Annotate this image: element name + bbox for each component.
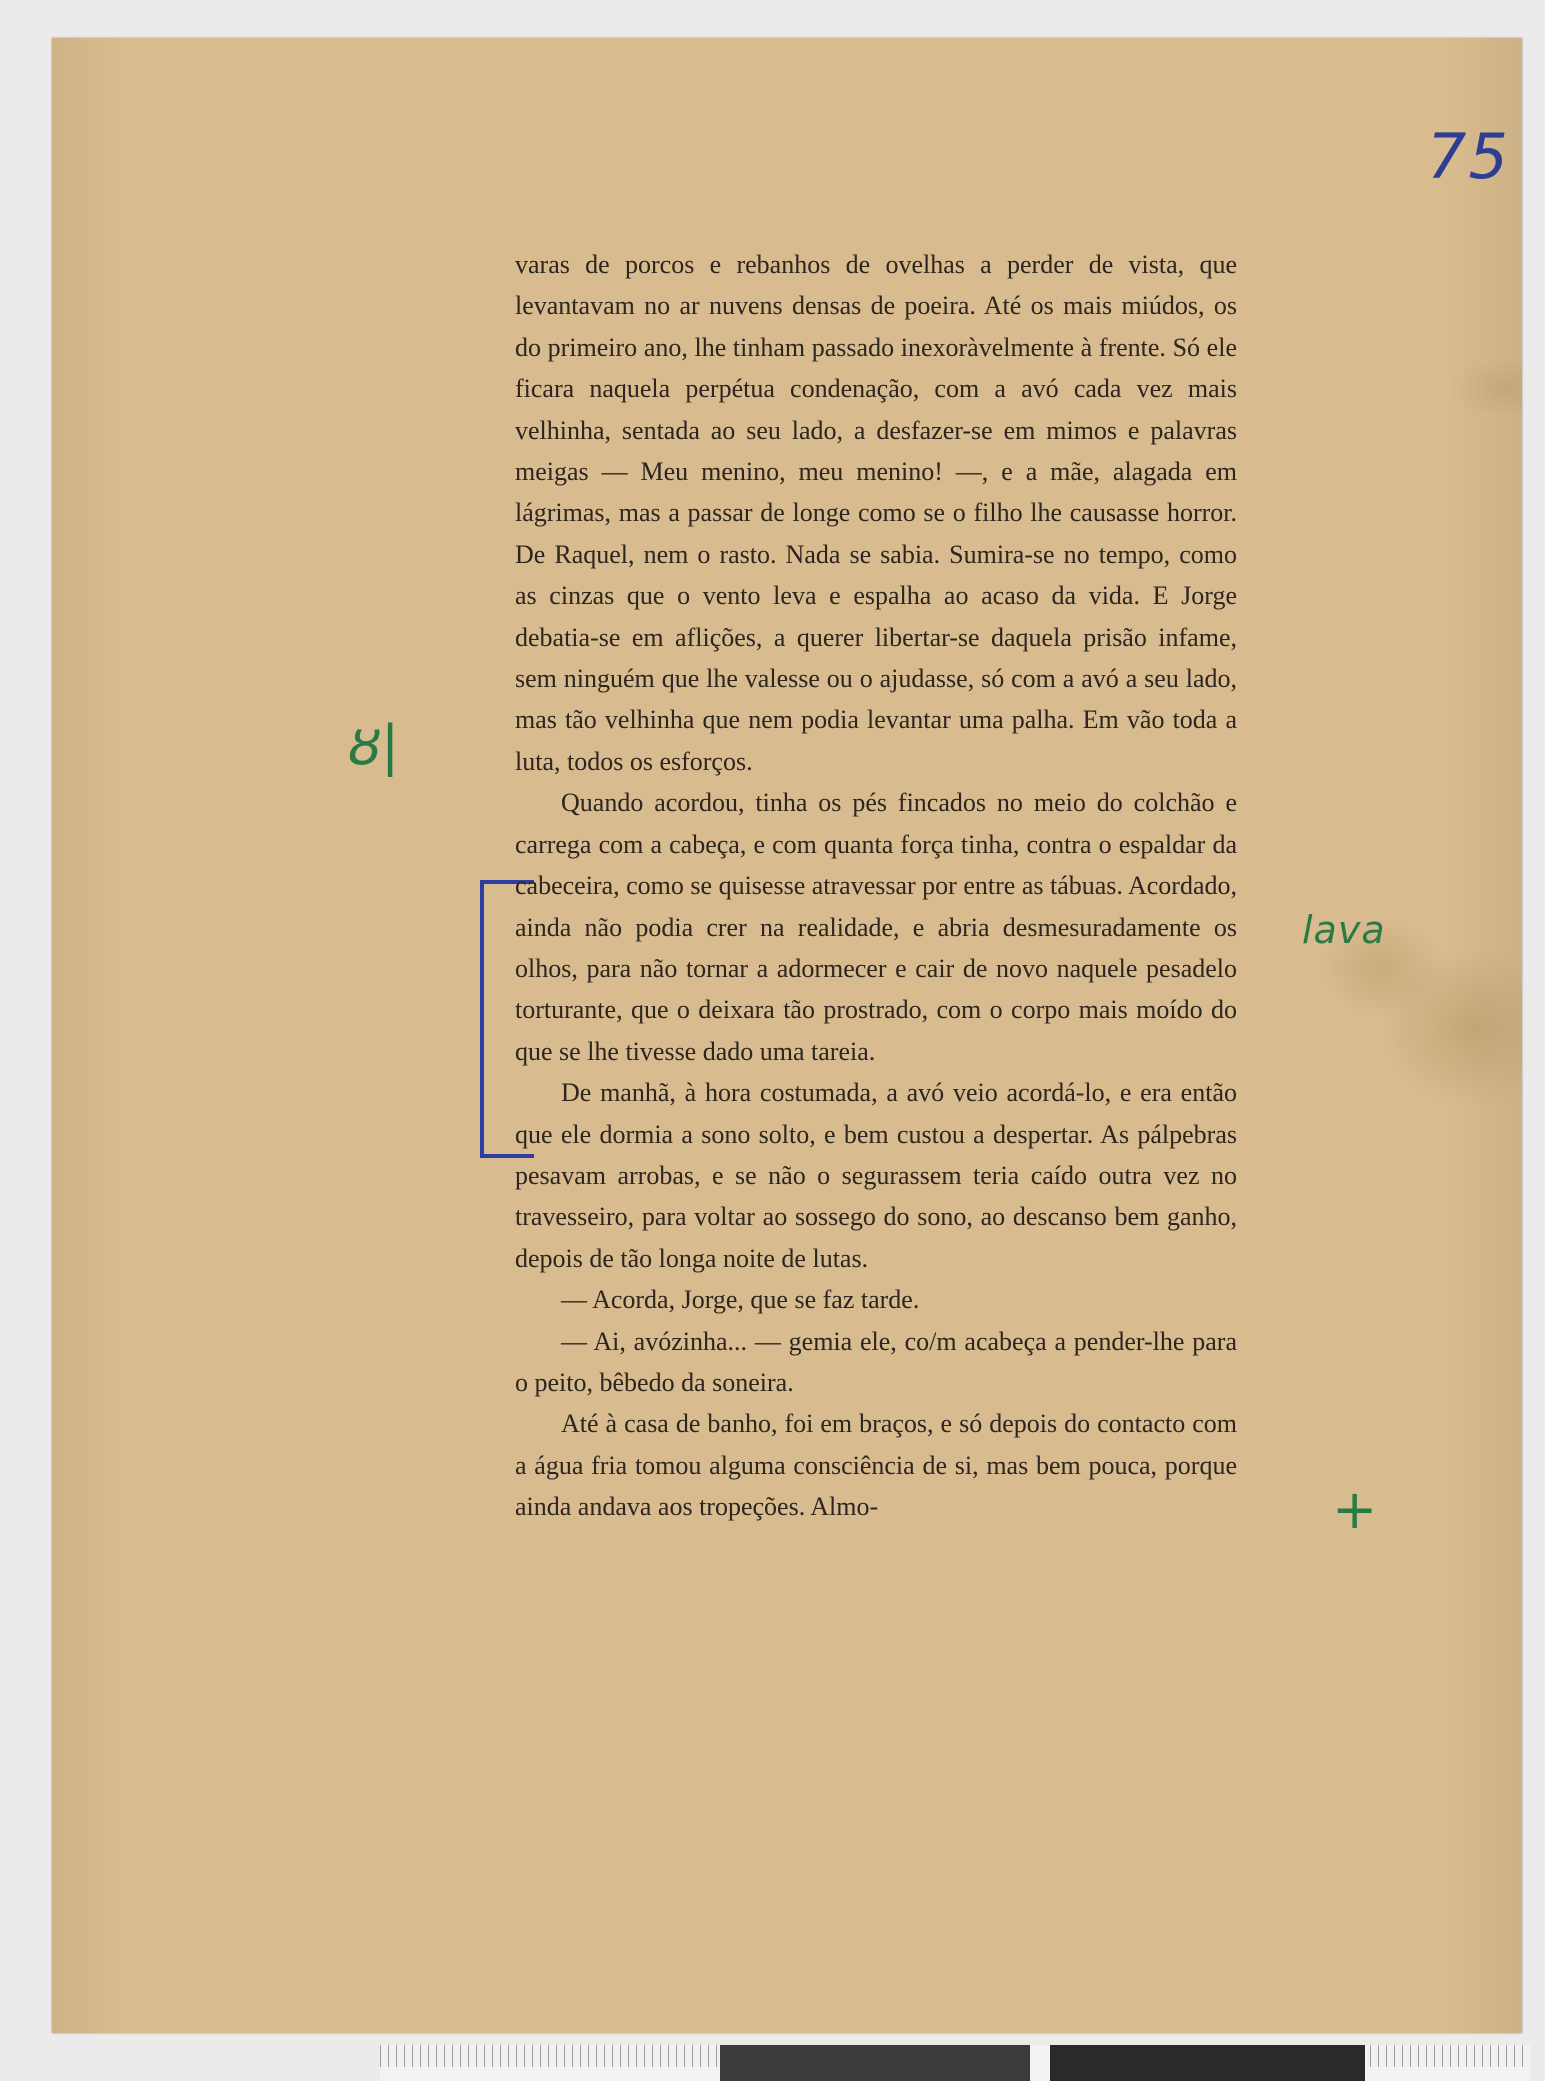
paragraph: varas de porcos e rebanhos de ovelhas a perder de vista, que levantavam no ar nuvens densas de poeira. Até os mais miúdos, os do primeiro ano, lhe tinham passado inexoràvelmente à frente. Só ele ficara naquela perpétua condenação, com a avó cada vez mais velhinha, sentada ao seu lado, a desfazer-se em mimos e palavras meigas — Meu menino, meu menino! —, e a mãe, alagada em lágrimas, mas a passar de longe como se o filho lhe causasse horror. De Raquel, nem o rasto. Nada se sabia. Sumira-se no tempo, como as cinzas que o vento leva e espalha ao acaso da vida. E Jorge debatia-se em aflições, a querer libertar-se daquela prisão infame, sem ninguém que lhe valesse ou o ajudasse, só com a avó a seu lado, mas tão velhinha que nem podia levantar uma palha. Em vão toda a luta, todos os esforços.	[515, 250, 1237, 776]
paragraph: Quando acordou, tinha os pés fincados no meio do colchão e carrega com a cabeça, e com quanta força tinha, contra o espaldar da cabeceira, como se quisesse atravessar por entre as tábuas. Acordado, ainda não podia crer na realidade, e abria desmesuradamente os olhos, para não tornar a adormecer e cair de novo naquele pesadelo torturante, que o deixara tão prostrado, com o corpo mais moído do que se lhe tivesse dado uma tareia.	[515, 788, 1237, 1066]
scale-ruler	[380, 2045, 1530, 2081]
page-number: 75	[1427, 120, 1510, 193]
margin-note-plus: +	[1332, 1478, 1378, 1541]
body-text	[515, 244, 1237, 1528]
ruler-ticks	[380, 2045, 720, 2067]
ruler-bar	[1050, 2045, 1365, 2081]
ruler-bar	[720, 2045, 1030, 2081]
paragraph: De manhã, à hora costumada, a avó veio acordá-lo, e era então que ele dormia a sono solto, e bem custou a despertar. As pálpebras pesavam arrobas, e se não o segurassem teria caído outra vez no travesseiro, para voltar ao sossego do sono, ao descanso bem ganho, depois de tão longa noite de lutas.	[515, 1078, 1237, 1273]
dialogue-line: — Ai, avózinha... — gemia ele, co/m acabeça a pender-lhe para o peito, bêbedo da soneira.	[515, 1326, 1237, 1397]
margin-note-left: ȣ|	[348, 714, 400, 777]
paragraph: Até à casa de banho, foi em braços, e só depois do contacto com a água fria tomou alguma consciência de si, mas bem pouca, porque ainda andava aos tropeções. Almo-	[515, 1409, 1237, 1522]
margin-note-right: lava	[1302, 908, 1386, 952]
ruler-ticks	[1370, 2045, 1530, 2067]
manuscript-page	[52, 38, 1522, 2033]
dialogue-line: — Acorda, Jorge, que se faz tarde.	[561, 1285, 920, 1315]
